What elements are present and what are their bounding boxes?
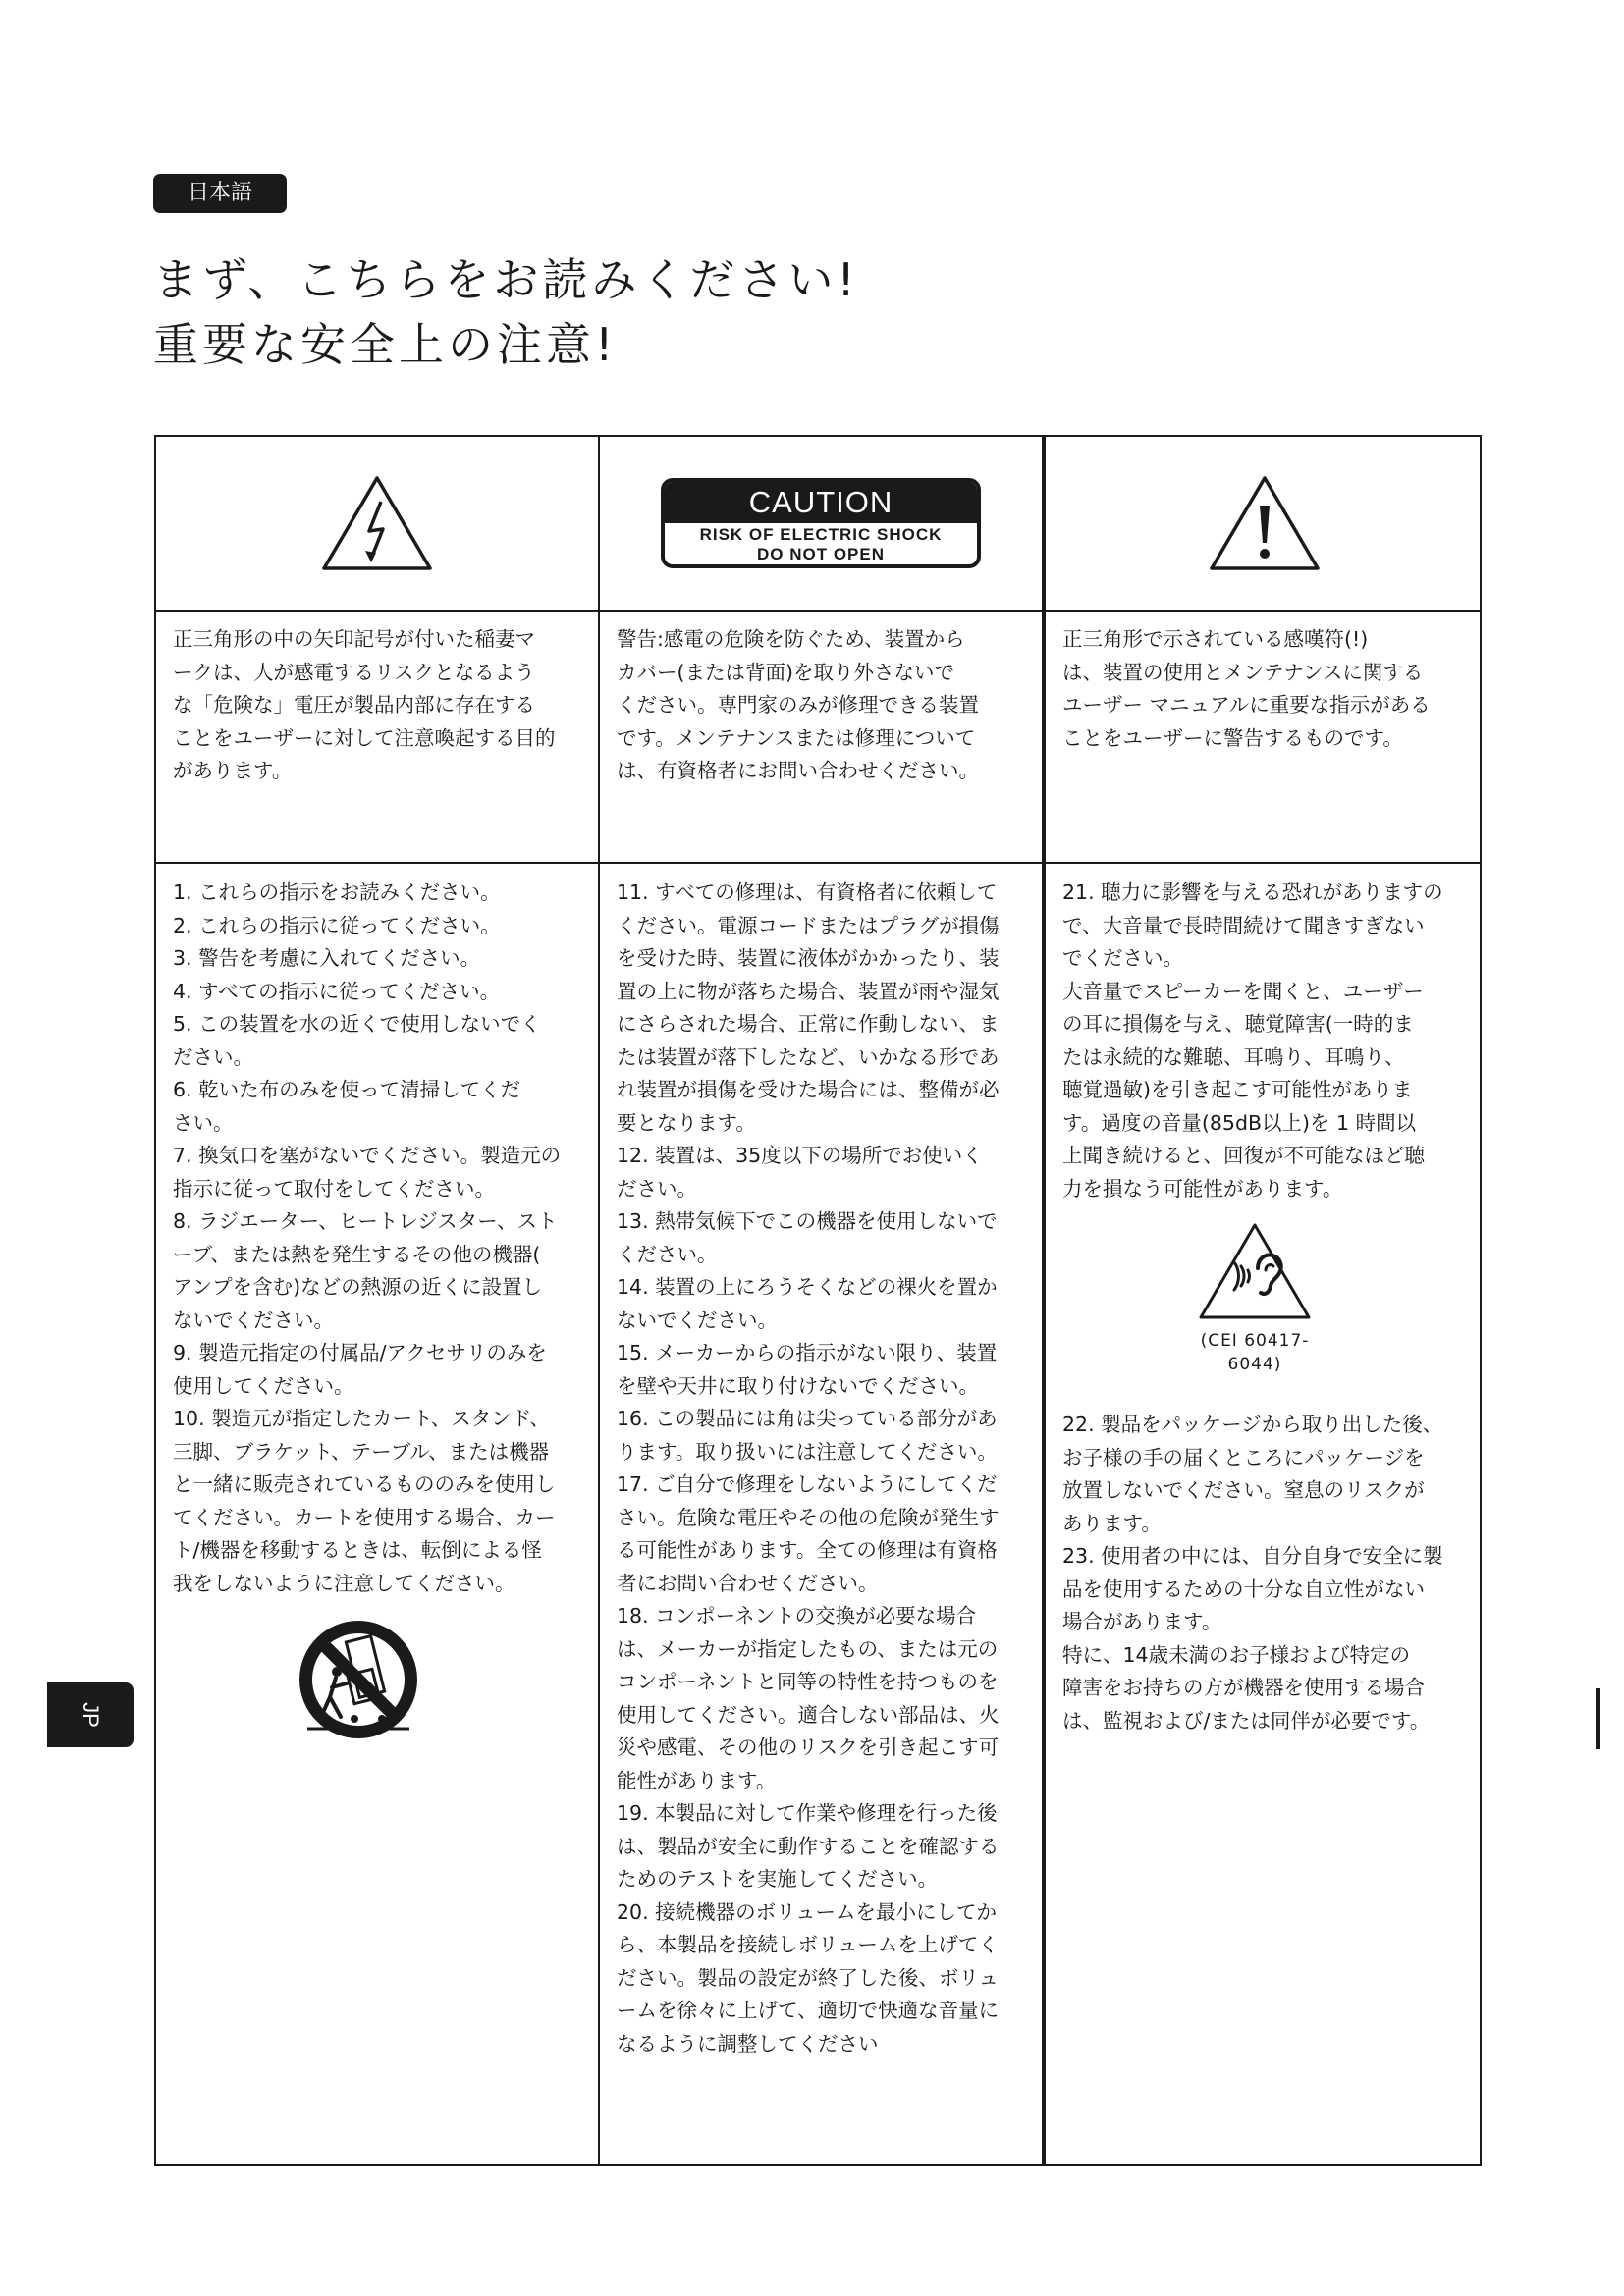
exclamation-symbol-description: 正三角形で示されている感嘆符(!) は、装置の使用とメンテナンスに関する ユーザー マニュアルに重要な指示がある ことをユーザーに警告するものです。	[1062, 627, 1431, 750]
page-title	[153, 247, 859, 377]
cart-tip-over-warning-icon	[288, 1615, 429, 1756]
instructions-column-2: 11. すべての修理は、有資格者に依頼して ください。電源コードまたはプラグが損傷 を受けた時、装置に液体がかかったり、装 置の上に物が落ちた場合、装置が雨や湿気 にさらされた場合、正常に作動しない、ま たは装置が落下したなど、いかなる形であ れ装置が損傷を受けた場合には、整備が必 要となります。 12. 装置は、35度以下の場所でお使いく ださい。 13. 熱帯気候下でこの機器を使用しないで ください。 14. 装置の上にろうそくなどの裸火を置か ないでください。 15. メーカーからの指示がない限り、装置 を壁や天井に取り付けないでください。 16. この製品には角は尖っている部分があ ります。取り扱いには注意してください。 17. ご自分で修理をしないようにしてくだ さい。危険な電圧やその他の危険が発生す る可能性があります。全ての修理は有資格 者にお問い合わせください。 18. コンポーネントの交換が必要な場合 は、メーカーが指定したもの、または元の コンポーネントと同等の特性を持つものを 使用してください。適合しない部品は、火 災や感電、その他のリスクを引き起こす可 能性があります。 19. 本製品に対して作業や修理を行った後 は、製品が安全に動作することを確認する ためのテストを実施してください。 20. 接続機器のボリュームを最小にしてか ら、本製品を接続しボリュームを上げてく ださい。製品の設定が終了した後、ボリュ ームを徐々に上げて、適切で快適な音量に なるように調整してください	[617, 881, 1000, 2056]
caution-line-1: RISK OF ELECTRIC SHOCK	[699, 524, 943, 544]
page-edge-marker	[1596, 1688, 1600, 1749]
title-line-1: まず、こちらをお読みください!	[153, 253, 859, 306]
title-line-2: 重要な安全上の注意!	[153, 318, 618, 371]
exclamation-triangle-icon	[1046, 437, 1484, 609]
lightning-symbol-description: 正三角形の中の矢印記号が付いた稲妻マ ークは、人が感電するリスクとなるよう な「危険な」電圧が製品内部に存在する ことをユーザーに対して注意喚起する目的 があります。	[173, 627, 556, 782]
safety-table	[154, 435, 1482, 2166]
language-tag: 日本語	[153, 174, 287, 213]
instructions-column-1: 1. これらの指示をお読みください。 2. これらの指示に従ってください。 3. 警告を考慮に入れてください。 4. すべての指示に従ってください。 5. この装置を水の近くで使用しないでく ださい。 6. 乾いた布のみを使って清掃してくだ さい。 7. 換気口を塞がないでください。製造元の 指示に従って取付をしてください。 8. ラジエーター、ヒートレジスター、スト ーブ、または熱を発生するその他の機器( アンプを含む)などの熱源の近くに設置し ないでください。 9. 製造元指定の付属品/アクセサリのみを 使用してください。 10. 製造元が指定したカート、スタンド、 三脚、ブラケット、テーブル、または機器 と一緒に販売されているもののみを使用し てください。カートを使用する場合、カー ト/機器を移動するときは、転倒による怪 我をしないように注意してください。	[173, 881, 562, 1595]
side-language-tab	[47, 1682, 134, 1747]
column-divider	[598, 437, 600, 2164]
row-divider	[156, 862, 1480, 864]
caution-heading: CAUTION	[665, 482, 977, 523]
instructions-column-3-part-2: 22. 製品をパッケージから取り出した後、 お子様の手の届くところにパッケージを 放置しないでください。窒息のリスクが あります。 23. 使用者の中には、自分自身で安全に製 品を使用するための十分な自立性がない 場合があります。 特に、14歳未満のお子様および特定の 障害をお持ちの方が機器を使用する場合 は、監視および/または同伴が必要です。	[1062, 1413, 1443, 1733]
hearing-warning-block	[1181, 1221, 1328, 1376]
side-tab-label: JP	[79, 1702, 103, 1728]
cei-reference: (CEI 60417-6044)	[1200, 1331, 1310, 1374]
row-divider	[156, 610, 1480, 612]
hearing-warning-icon	[1197, 1221, 1313, 1323]
column-divider	[1042, 437, 1046, 2164]
caution-label-description: 警告:感電の危険を防ぐため、装置から カバー(または背面)を取り外さないで ください。専門家のみが修理できる装置 です。メンテナンスまたは修理について は、有資格者にお問い合わせください。	[617, 627, 979, 782]
caution-label	[600, 437, 1042, 609]
caution-line-2: DO NOT OPEN	[756, 544, 885, 563]
instructions-column-3-part-1: 21. 聴力に影響を与える恐れがありますの で、大音量で長時間続けて聞きすぎない でください。 大音量でスピーカーを聞くと、ユーザー の耳に損傷を与え、聴覚障害(一時的ま たは永続的な難聴、耳鳴り、耳鳴り、 聴覚過敏)を引き起こす可能性がありま す。過度の音量(85dB以上)を 1 時間以 上聞き続けると、回復が不可能なほど聴 力を損なう可能性があります。	[1062, 881, 1443, 1201]
lightning-triangle-icon	[156, 437, 598, 609]
